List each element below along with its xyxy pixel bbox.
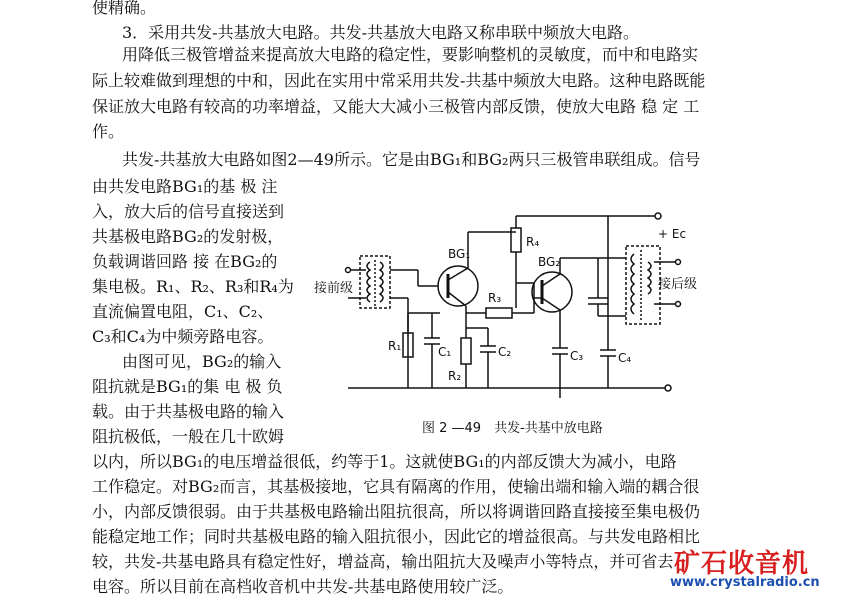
text-line: 小，内部反馈很弱。由于共基极电路输出阻抗很高，所以将调谐回路直接接至集电极仍 — [92, 502, 701, 521]
figure-caption: 图 2 —49 共发-共基中放电路 — [422, 421, 603, 436]
label-output: 接后级 — [658, 277, 698, 292]
text-line: 用降低三极管增益来提高放大电路的稳定性，要影响整机的灵敏度，而中和电路实 — [122, 45, 699, 64]
label-input: 接前级 — [314, 281, 354, 296]
text-line: 阻抗极低，一般在几十欧姆 — [92, 427, 285, 446]
watermark-url: www.crystalradio.cn — [670, 575, 820, 590]
label-c3: C₃ — [570, 349, 584, 363]
label-c1: C₁ — [438, 345, 452, 359]
text-line: C₃和C₄为中频旁路电容。 — [92, 327, 274, 346]
text-line: 阻抗就是BG₁的集 电 极 负 — [92, 377, 283, 396]
text-line: 作。 — [92, 122, 125, 141]
text-line: 载。由于共基极电路的输入 — [92, 402, 285, 421]
section-heading: 3．采用共发-共基放大电路。共发-共基放大电路又称串联中频放大电路。 — [122, 23, 639, 42]
site-watermark — [670, 543, 855, 595]
text-line: 由图可见，BG₂的输入 — [122, 352, 282, 371]
text-line: 由共发电路BG₁的基 极 注 — [92, 177, 278, 196]
text-line: 使精确。 — [92, 0, 157, 17]
label-bg2: BG₂ — [538, 255, 561, 269]
label-r3: R₃ — [488, 291, 502, 305]
text-line: 较，共发-共基电路具有稳定性好，增益高，输出阻抗大及噪声小等特点，并可省去 — [92, 552, 674, 571]
resistor-r3 — [486, 308, 512, 318]
label-r1: R₁ — [388, 339, 402, 353]
label-r4: R₄ — [526, 235, 540, 249]
text-line: 负载调谐回路 接 在BG₂的 — [92, 252, 278, 271]
circuit-diagram — [308, 188, 698, 413]
text-line: 集电极。R₁、R₂、R₃和R₄为 — [92, 277, 294, 296]
text-line: 共基极电路BG₂的发射极， — [92, 227, 284, 246]
resistor-r2 — [461, 338, 471, 364]
watermark-title: 矿石收音机 — [674, 549, 810, 579]
label-r2: R₂ — [448, 369, 462, 383]
text-line: 保证放大电路有较高的功率增益，又能大大减小三极管内部反馈，使放大电路 稳 定 工 — [92, 97, 700, 116]
text-line: 工作稳定。对BG₂而言，其基极接地，它具有隔离的作用，使输出端和输入端的耦合很 — [92, 477, 700, 496]
text-line: 直流偏置电阻，C₁、C₂、 — [92, 302, 274, 321]
text-line: 入，放大后的信号直接送到 — [92, 202, 285, 221]
label-c4: C₄ — [618, 351, 632, 365]
transistor-bg2 — [532, 272, 572, 312]
text-line: 电容。所以目前在高档收音机中共发-共基电路使用较广泛。 — [92, 577, 514, 596]
label-bg1: BG₁ — [448, 247, 471, 261]
text-line: 能稳定地工作；同时共基极电路的输入阻抗很小，因此它的增益很高。与共发电路相比 — [92, 527, 701, 546]
label-c2: C₂ — [498, 345, 512, 359]
text-line: 际上较难做到理想的中和，因此在实用中常采用共发-共基中频放大电路。这种电路既能 — [92, 71, 706, 90]
text-line: 共发-共基放大电路如图2—49所示。它是由BG₁和BG₂两只三极管串联组成。信号 — [122, 150, 701, 169]
label-ec: + Eᴄ — [658, 227, 687, 241]
text-line: 以内，所以BG₁的电压增益很低，约等于1。这就使BG₁的内部反馈大为减小，电路 — [92, 452, 677, 471]
